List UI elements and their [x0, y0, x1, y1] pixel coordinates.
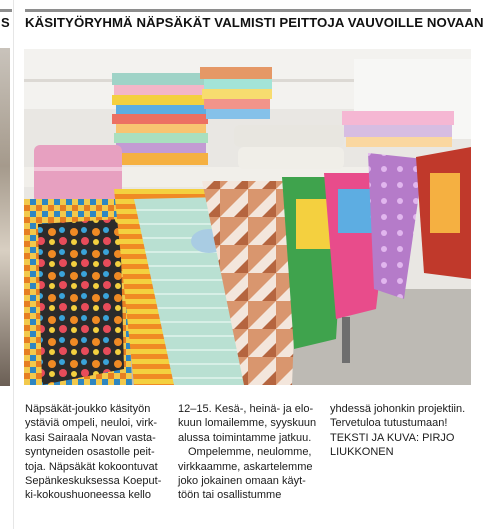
- folded-stack-right: [342, 111, 454, 147]
- knitted-blankets: [234, 125, 344, 169]
- byline: TEKSTI JA KUVA: PIRJO: [330, 431, 455, 444]
- previous-article-rule: [0, 9, 12, 12]
- body-line: joko jokainen omaan käyt-: [178, 475, 306, 488]
- article-body-column-2: [178, 402, 318, 503]
- body-line: ki-kokoushuoneessa kello: [25, 489, 151, 502]
- byline: LIUKKONEN: [330, 446, 394, 459]
- body-line: virkkaamme, askartelemme: [178, 460, 313, 473]
- body-line: alussa toimintamme jatkuu.: [178, 431, 312, 444]
- article-body-column-3: [330, 402, 480, 460]
- article-headline: KÄSITYÖRYHMÄ NÄPSÄKÄT VALMISTI PEITTOJA VAUVOILLE NOVAAN: [25, 15, 484, 30]
- previous-article-edge: [0, 0, 12, 529]
- body-line: Sepänkeskuksessa Koeput-: [25, 475, 162, 488]
- folded-stack-middle: [200, 67, 272, 119]
- previous-article-photo-edge: [0, 48, 10, 386]
- body-line: syntyneiden osastolle peit-: [25, 446, 155, 459]
- body-line: toja. Näpsäkät kokoontuvat: [25, 460, 158, 473]
- body-line: töön tai osallistumme: [178, 489, 282, 502]
- pink-knitted-blanket: [34, 145, 122, 203]
- body-line: Näpsäkät-joukko käsityön: [25, 403, 151, 415]
- article-top-rule: [25, 9, 471, 12]
- folded-stack-left: [112, 73, 208, 165]
- body-line: yhdessä johonkin projektiin.: [330, 403, 466, 415]
- body-line: 12–15. Kesä-, heinä- ja elo-: [178, 403, 314, 415]
- body-line: kasi Sairaala Novan vasta-: [25, 431, 156, 444]
- body-line: kuun lomailemme, syyskuun: [178, 417, 317, 430]
- page-gutter: [13, 0, 14, 529]
- owl-print-quilt: [38, 219, 124, 385]
- article-photo: [24, 49, 471, 385]
- previous-article-heading-fragment: S: [1, 15, 10, 30]
- article-body-column-1: [25, 402, 165, 503]
- body-line: ystäviä ompeli, neuloi, virk-: [25, 417, 158, 430]
- body-line: Tervetuloa tutustumaan!: [330, 417, 448, 430]
- body-line: Ompelemme, neulomme,: [188, 446, 312, 459]
